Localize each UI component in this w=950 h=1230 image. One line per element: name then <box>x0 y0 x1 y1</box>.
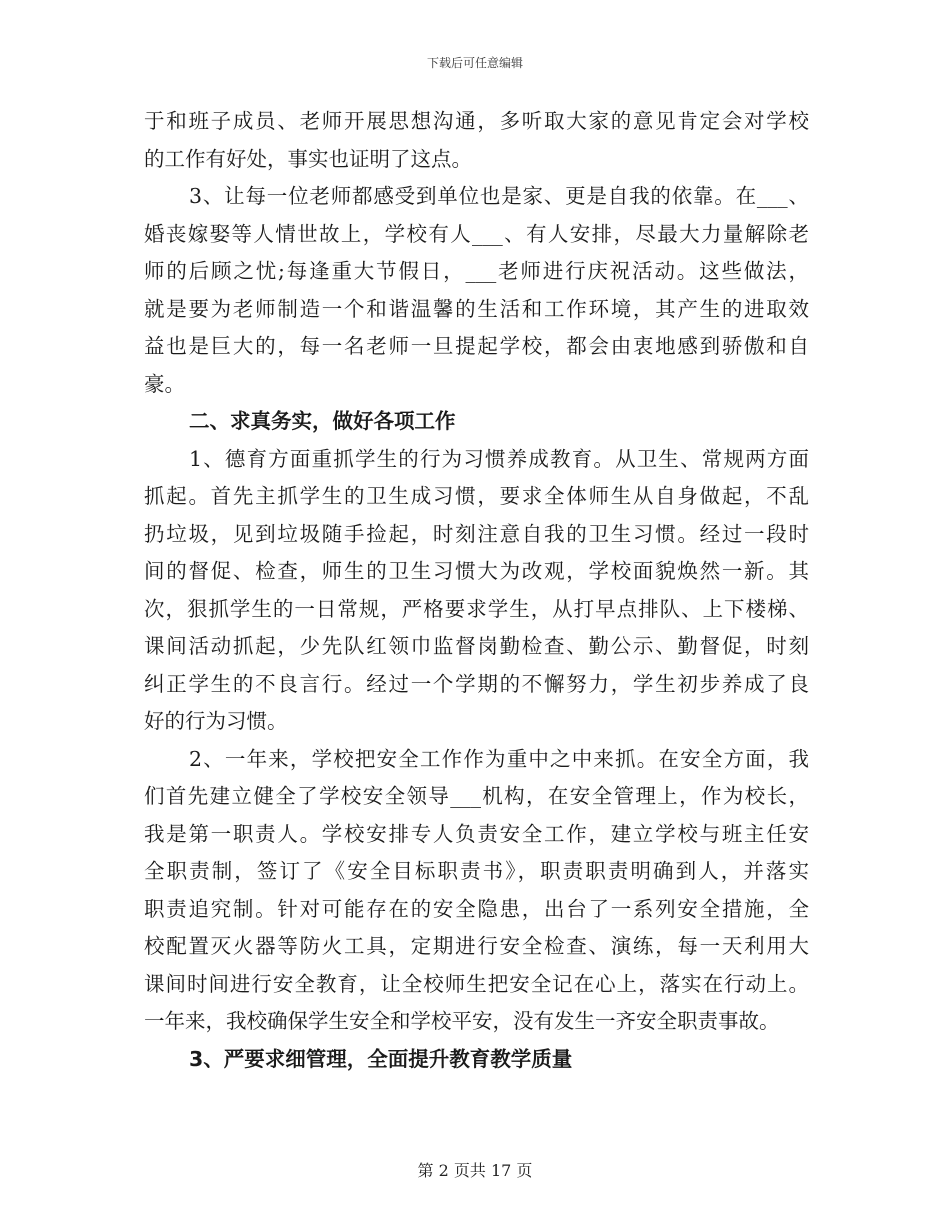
text-line: 们首先建立健全了学校安全领导___机构，在安全管理上，作为校长， <box>144 784 809 808</box>
text-line: 就是要为老师制造一个和谐温馨的生活和工作环境，其产生的进取效 <box>144 296 809 321</box>
document-body <box>144 103 809 1078</box>
text-line: 豪。 <box>144 371 185 396</box>
paragraph-continuation <box>144 103 809 178</box>
text-line: 好的行为习惯。 <box>144 709 288 733</box>
text-line: 次，狠抓学生的一日常规，严格要求学生，从打早点排队、上下楼梯、 <box>144 596 809 621</box>
paragraph-teacher-care <box>144 178 809 403</box>
text-line: 全职责制，签订了《安全目标职责书》，职责职责明确到人，并落实 <box>144 859 809 883</box>
text-line: 的工作有好处，事实也证明了这点。 <box>144 146 472 171</box>
text-line: 2、一年来，学校把安全工作作为重中之中来抓。在安全方面，我 <box>189 746 809 771</box>
text-line: 课间活动抓起，少先队红领巾监督岗勤检查、勤公示、勤督促，时刻 <box>144 634 809 658</box>
text-line: 3、让每一位老师都感受到单位也是家、更是自我的依靠。在___、 <box>189 184 809 208</box>
text-line: 1、德育方面重抓学生的行为习惯养成教育。从卫生、常规两方面 <box>189 446 809 471</box>
text-line: 间的督促、检查，师生的卫生习惯大为改观，学校面貌焕然一新。其 <box>144 559 809 583</box>
text-line: 一年来，我校确保学生安全和学校平安，没有发生一齐安全职责事故。 <box>144 1009 780 1033</box>
text-line: 职责追究制。针对可能存在的安全隐患，出台了一系列安全措施，全 <box>144 896 809 921</box>
section-heading: 二、求真务实，做好各项工作 <box>189 409 456 433</box>
text-line: 婚丧嫁娶等人情世故上，学校有人___、有人安排，尽最大力量解除老 <box>144 221 809 246</box>
text-line: 我是第一职责人。学校安排专人负责安全工作，建立学校与班主任安 <box>144 821 809 846</box>
page-footer: 第 2 页共 17 页 <box>417 1161 533 1180</box>
section-heading: 3、严要求细管理，全面提升教育教学质量 <box>189 1046 573 1071</box>
text-line: 抓起。首先主抓学生的卫生成习惯，要求全体师生从自身做起，不乱 <box>144 484 809 508</box>
text-line: 纠正学生的不良言行。经过一个学期的不懈努力，学生初步养成了良 <box>144 671 809 696</box>
text-line: 于和班子成员、老师开展思想沟通，多听取大家的意见肯定会对学校 <box>144 109 809 133</box>
text-line: 益也是巨大的，每一名老师一旦提起学校，都会由衷地感到骄傲和自 <box>144 334 809 358</box>
text-line: 课间时间进行安全教育，让全校师生把安全记在心上，落实在行动上。 <box>144 971 809 996</box>
paragraph-moral-education <box>144 441 809 741</box>
page-header: 下载后可任意编辑 <box>426 56 523 70</box>
text-line: 扔垃圾，见到垃圾随手捡起，时刻注意自我的卫生习惯。经过一段时 <box>144 521 809 546</box>
paragraph-safety-work <box>144 741 809 1041</box>
text-line: 师的后顾之忧;每逢重大节假日，___老师进行庆祝活动。这些做法， <box>144 259 809 283</box>
text-line: 校配置灭火器等防火工具，定期进行安全检查、演练，每一天利用大 <box>144 934 809 958</box>
